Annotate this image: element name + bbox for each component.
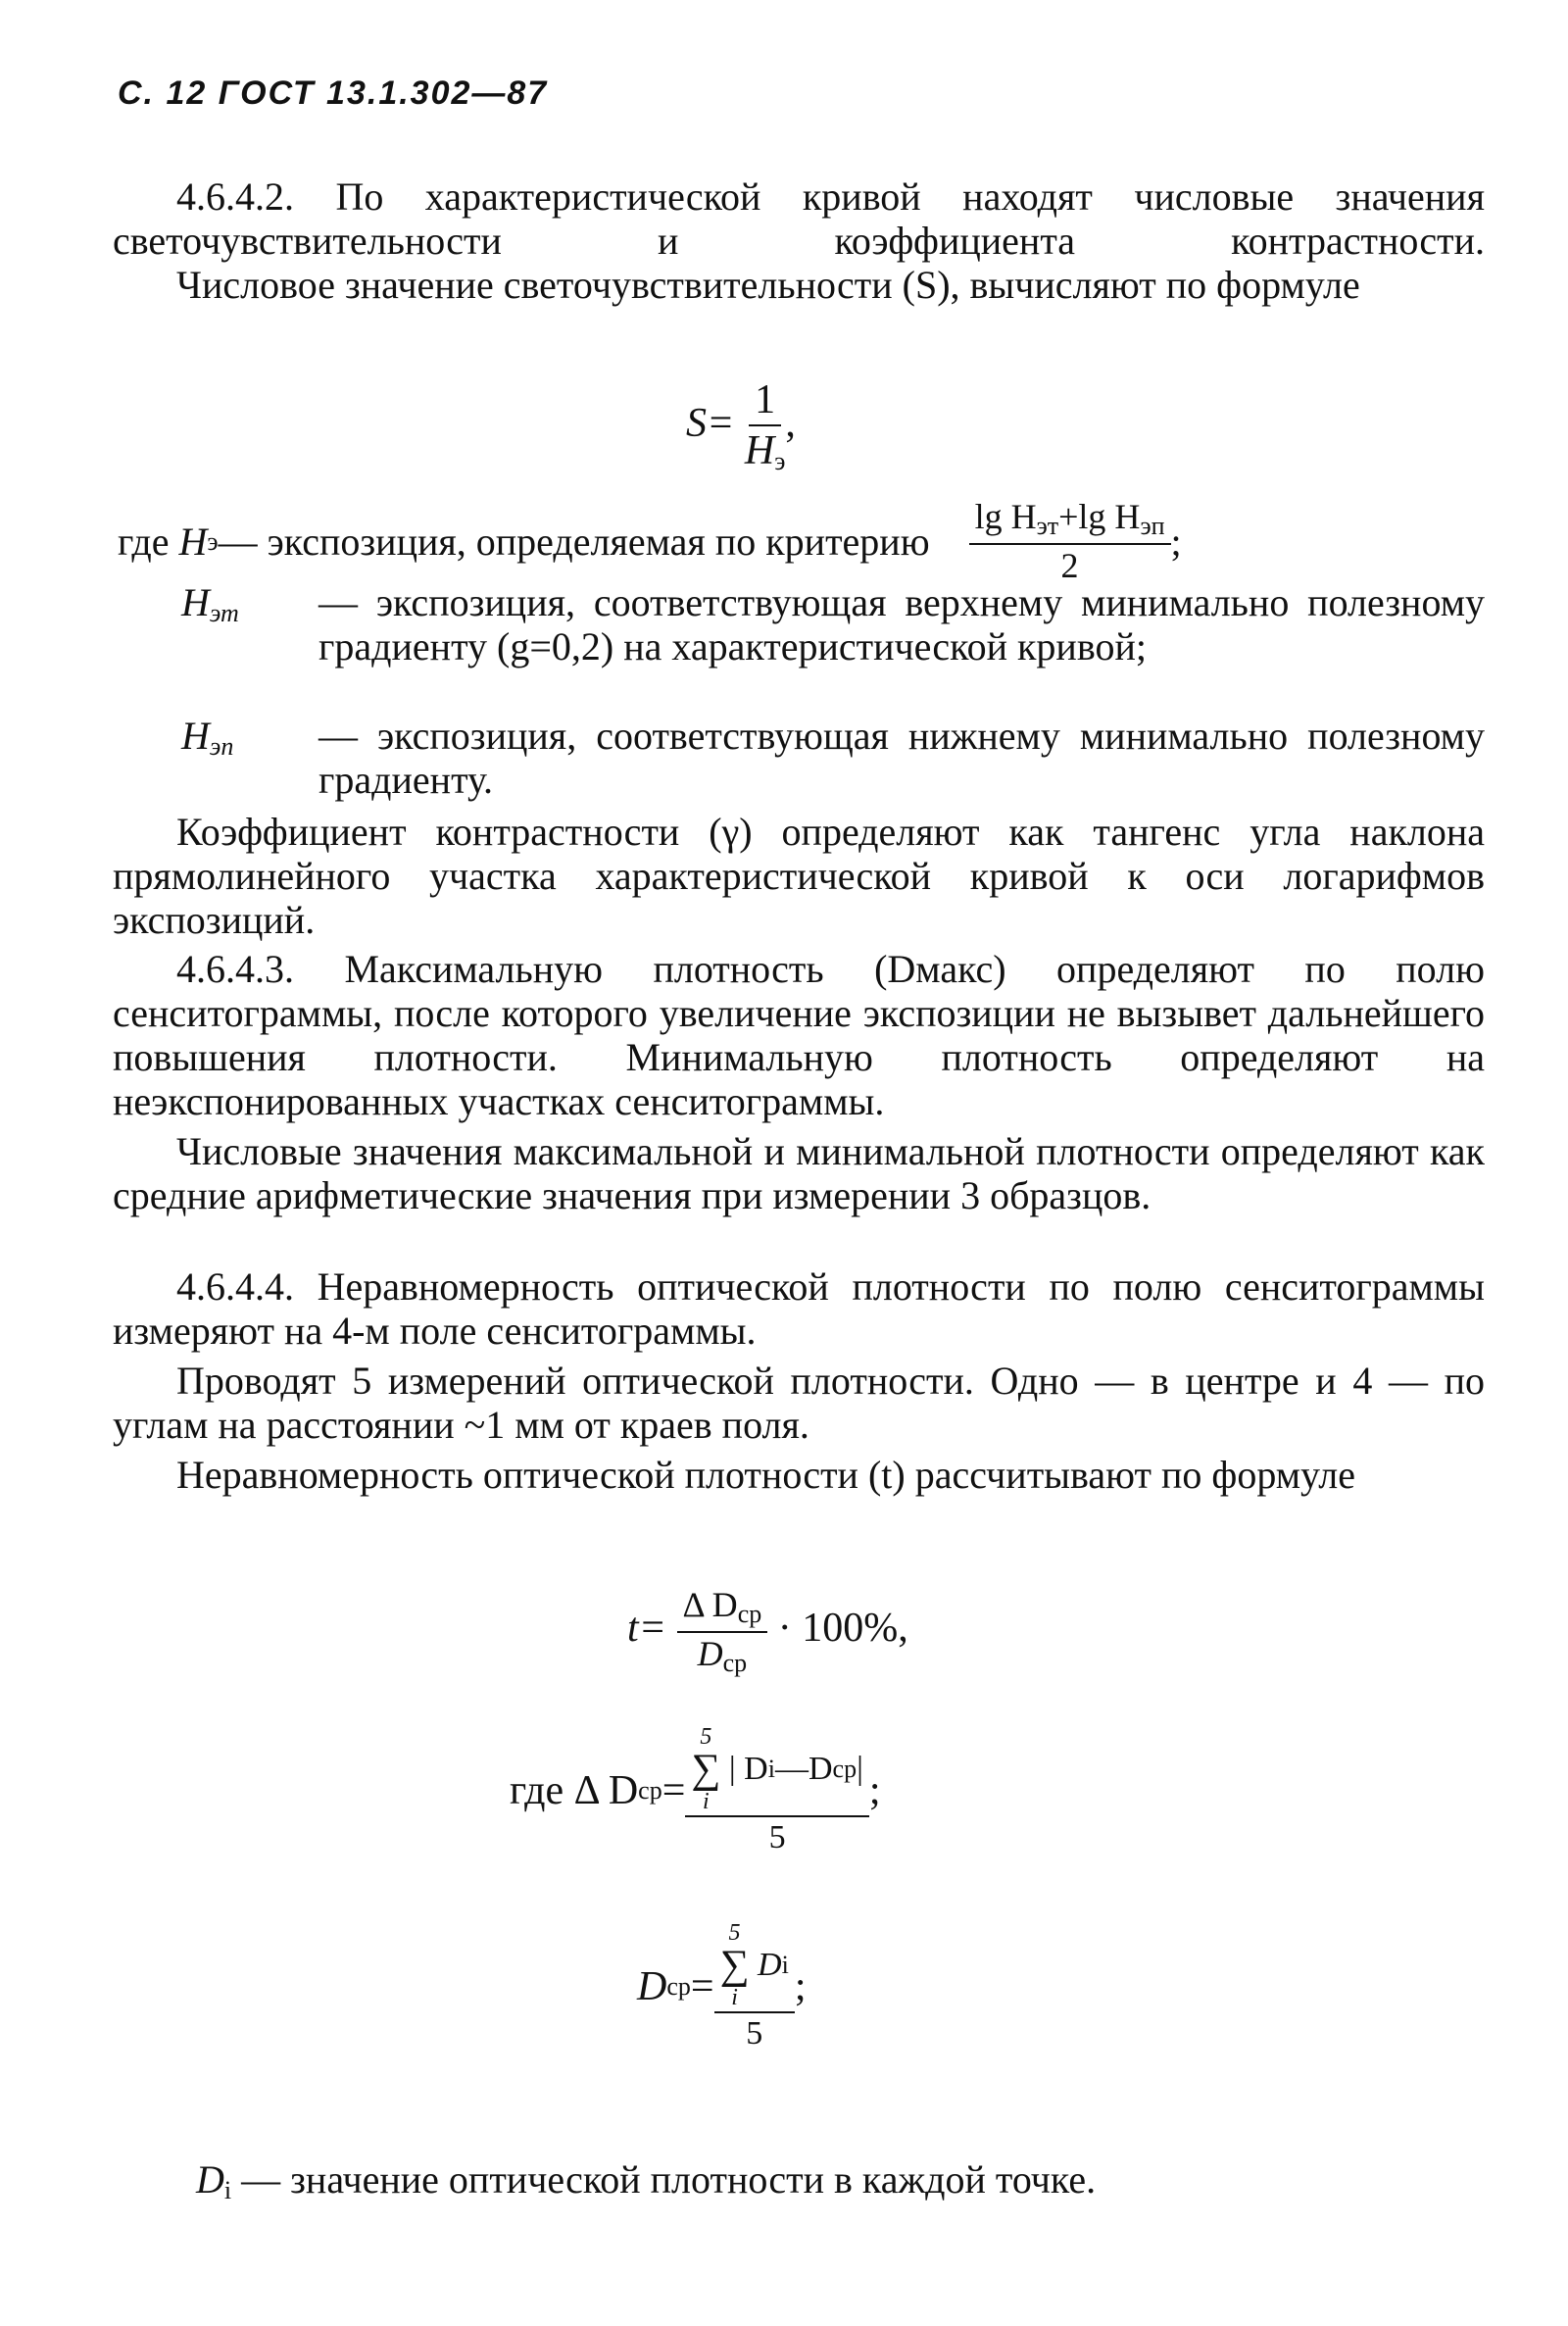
paragraph-4-6-4-2: 4.6.4.2. По характеристической кривой находят числовые значения светочувствительности и коэффициента контрастности. (113, 174, 1485, 263)
definition-text: — экспозиция, соответствующая нижнему минимально полезному градиенту. (318, 714, 1485, 802)
paragraph-4-6-4-3: 4.6.4.3. Максимальную плотность (Dмакс) определяют по полю сенситограммы, после которого увеличение экспозиции не вызывет дальнейшего повышения плотности. Минимальную плотность определяют на неэкспонированных участках сенситограммы. (113, 947, 1485, 1123)
fraction: 5 ∑ i D i 5 (714, 1921, 795, 2052)
definition-di: $D_i$ — значение оптической плотности в каждой точке. (196, 2157, 1097, 2204)
criterion-fraction: $\frac{\lg H_{эт}+\lg H_{эп}}{2}$ (969, 498, 1171, 585)
paragraph-measurements: Проводят 5 измерений оптической плотности. Одно — в центре и 4 — по углам на расстоянии ~1 мм от краев поля. (113, 1359, 1485, 1447)
paragraph-density-values: Числовые значения максимальной и минимальной плотности определяют как средние арифметические значения при измерении 3 образцов. (113, 1129, 1485, 1217)
formula-unevenness: t= $\frac{\Delta D_{ср}}{D_{ср}}$ · 100%, (627, 1585, 908, 1677)
exposure-symbol: H (178, 520, 208, 565)
formula-dcp: D ср = 5 ∑ i D i 5 ; (637, 1920, 807, 2052)
fraction-numerator: 1 (749, 377, 781, 426)
definition-text: — экспозиция, соответствующая верхнему минимально полезному градиенту (g=0,2) на характеристической кривой; (318, 580, 1485, 668)
definition-h-ep (181, 714, 1485, 802)
paragraph-unevenness-intro: Неравномерность оптической плотности (t) рассчитывают по формуле (176, 1453, 1355, 1497)
fraction: 5 ∑ i | D i —D ср | 5 (685, 1725, 868, 1856)
fraction: $\frac{\Delta D_{ср}}{D_{ср}}$ (677, 1586, 768, 1677)
definition-h-et (181, 580, 1485, 668)
paragraph-sensitivity-intro: Числовое значение светочувствительности (S), вычисляют по формуле (176, 263, 1360, 307)
definition-exposure: где H э — экспозиция, определяемая по критерию $\frac{\lg H_{эт}+\lg H_{эп}}{2}$ ; (118, 497, 1182, 585)
formula-lhs: S= (686, 401, 735, 447)
paragraph-contrast: Коэффициент контрастности (γ) определяют как тангенс угла наклона прямолинейного участка характеристической кривой к оси логарифмов экспозиций. (113, 810, 1485, 942)
sum-symbol: 5 ∑ i (719, 1920, 750, 2010)
fraction-denominator: $H_э$ (744, 428, 786, 476)
formula-tail: , (785, 401, 796, 447)
fraction (745, 377, 786, 476)
formula-sensitivity (686, 377, 796, 476)
where-prefix: где (118, 520, 170, 565)
symbol-h-ep: $H_{эп}$ (181, 714, 234, 761)
sum-symbol: 5 ∑ i (691, 1724, 721, 1814)
exposure-definition: — экспозиция, определяемая по критерию (218, 520, 930, 565)
formula-delta-dcp: где Δ D ср = 5 ∑ i | D i —D ср | 5 ; (510, 1724, 881, 1856)
symbol-h-et: $H_{эт}$ (181, 580, 239, 627)
paragraph-4-6-4-4: 4.6.4.4. Неравномерность оптической плотности по полю сенситограммы измеряют на 4-м поле сенситограммы. (113, 1264, 1485, 1353)
page-header: С. 12 ГОСТ 13.1.302—87 (118, 74, 549, 112)
